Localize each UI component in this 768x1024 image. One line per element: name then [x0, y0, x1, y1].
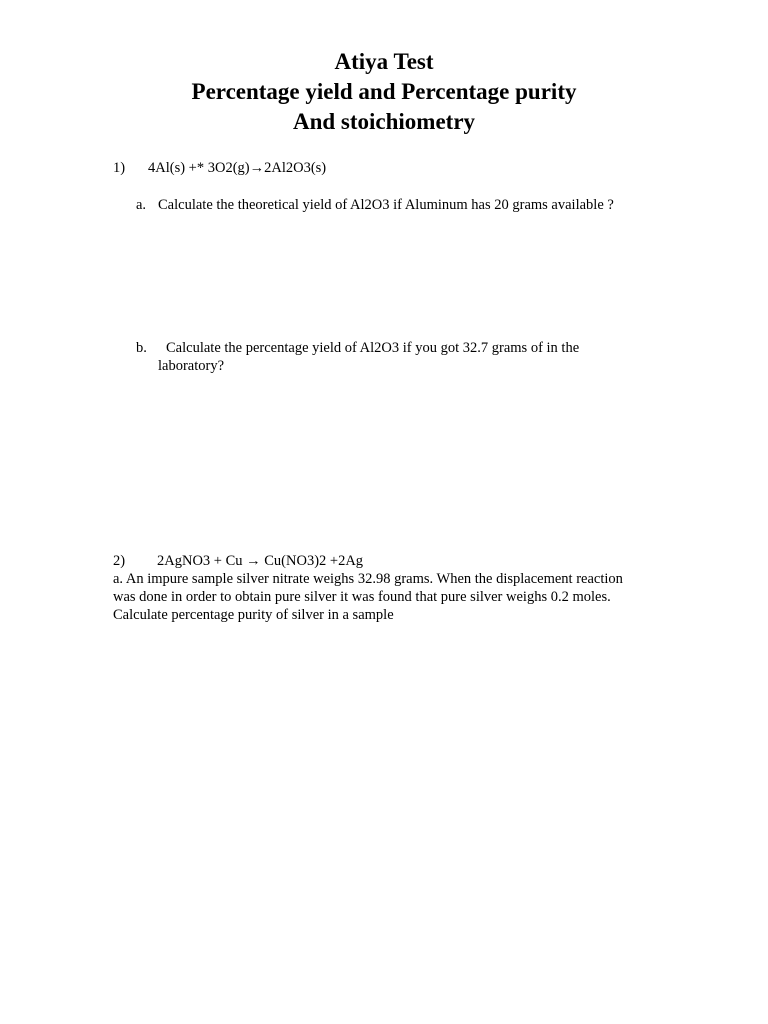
question-2-text-line: a. An impure sample silver nitrate weighs 32.98 grams. When the displacement reaction — [113, 571, 623, 587]
question-2-number: 2) — [113, 553, 126, 569]
question-2-equation: 2AgNO3 + Cu → Cu(NO3)2 +2Ag — [157, 553, 364, 569]
question-1b-text: Calculate the percentage yield of Al2O3 if you got 32.7 grams of in the — [166, 340, 580, 356]
question-1b-label: b. — [136, 340, 147, 356]
document-subtitle-2: And stoichiometry — [292, 109, 476, 134]
question-1a-label: a. — [136, 197, 147, 213]
question-1-number: 1) — [113, 160, 126, 176]
question-1a-text: Calculate the theoretical yield of Al2O3 if Aluminum has 20 grams available ? — [158, 197, 614, 213]
question-2-text-line: Calculate percentage purity of silver in a sample — [113, 607, 394, 623]
question-1-equation: 4Al(s) +* 3O2(g)→2Al2O3(s) — [148, 160, 327, 176]
document-subtitle: Percentage yield and Percentage purity — [191, 79, 577, 104]
question-2-text-line: was done in order to obtain pure silver it was found that pure silver weighs 0.2 moles. — [113, 589, 611, 605]
question-1b-text-continued: laboratory? — [158, 358, 225, 374]
document-title: Atiya Test — [334, 49, 434, 74]
